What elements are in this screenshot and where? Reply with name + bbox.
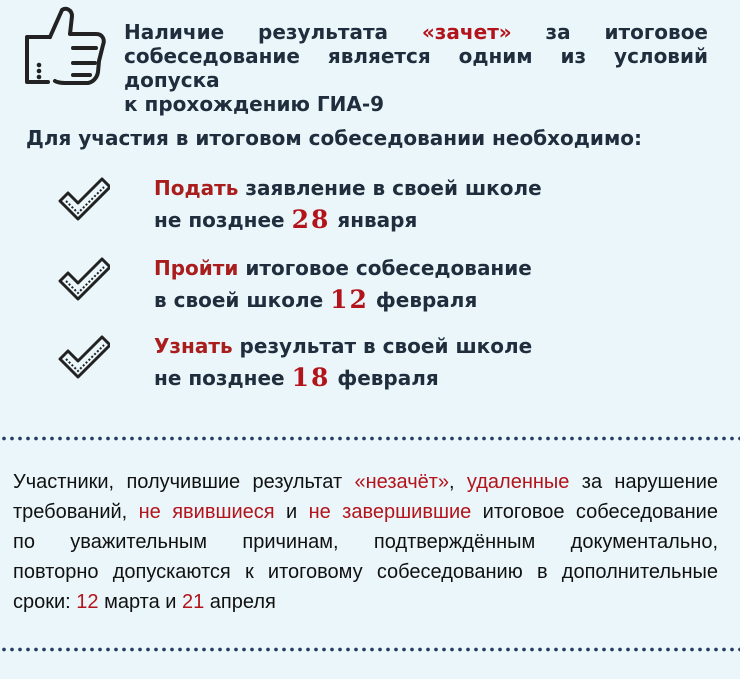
notice-line-2: требований, не явившиеся и не завершившие итоговое собеседование <box>13 501 718 523</box>
intro-line-2: собеседование является одним из условий допуска <box>124 44 708 92</box>
requirement-step-result <box>58 332 578 396</box>
admission-condition-text <box>124 20 708 116</box>
checkmark-icon <box>58 256 110 308</box>
checkmark-icon <box>58 176 110 228</box>
step-text: Подать заявление в своей школе не позднее 28 января <box>154 176 542 234</box>
requirements-title: Для участия в итоговом собеседовании необходимо: <box>26 126 643 150</box>
dotted-divider-top <box>0 436 740 441</box>
notice-line-3: по уважительным причинам, подтверждённым документально, <box>13 531 718 553</box>
notice-line-1: Участники, получившие результат «незачёт», удаленные за нарушение <box>13 471 718 493</box>
interview-date: 12 <box>330 285 369 314</box>
intro-line-1: Наличие результата «зачет» за итоговое <box>124 20 708 44</box>
notice-line-4: повторно допускаются к итоговому собеседованию в дополнительные <box>13 561 718 583</box>
deadline-date: 28 <box>291 205 331 234</box>
thumbs-up-icon <box>24 6 106 90</box>
result-date: 18 <box>291 363 331 392</box>
requirement-step-apply <box>58 174 578 238</box>
retake-notice <box>13 467 718 617</box>
dotted-divider-bottom <box>0 647 740 652</box>
intro-line-3: к прохождению ГИА-9 <box>124 92 385 116</box>
step-text: Узнать результат в своей школе не позднее 18 февраля <box>154 334 533 392</box>
requirement-step-pass <box>58 254 578 318</box>
checkmark-icon <box>58 334 110 386</box>
notice-line-5: сроки: 12 марта и 21 апреля <box>13 591 276 613</box>
step-text: Пройти итоговое собеседование в своей школе 12 февраля <box>154 256 532 314</box>
